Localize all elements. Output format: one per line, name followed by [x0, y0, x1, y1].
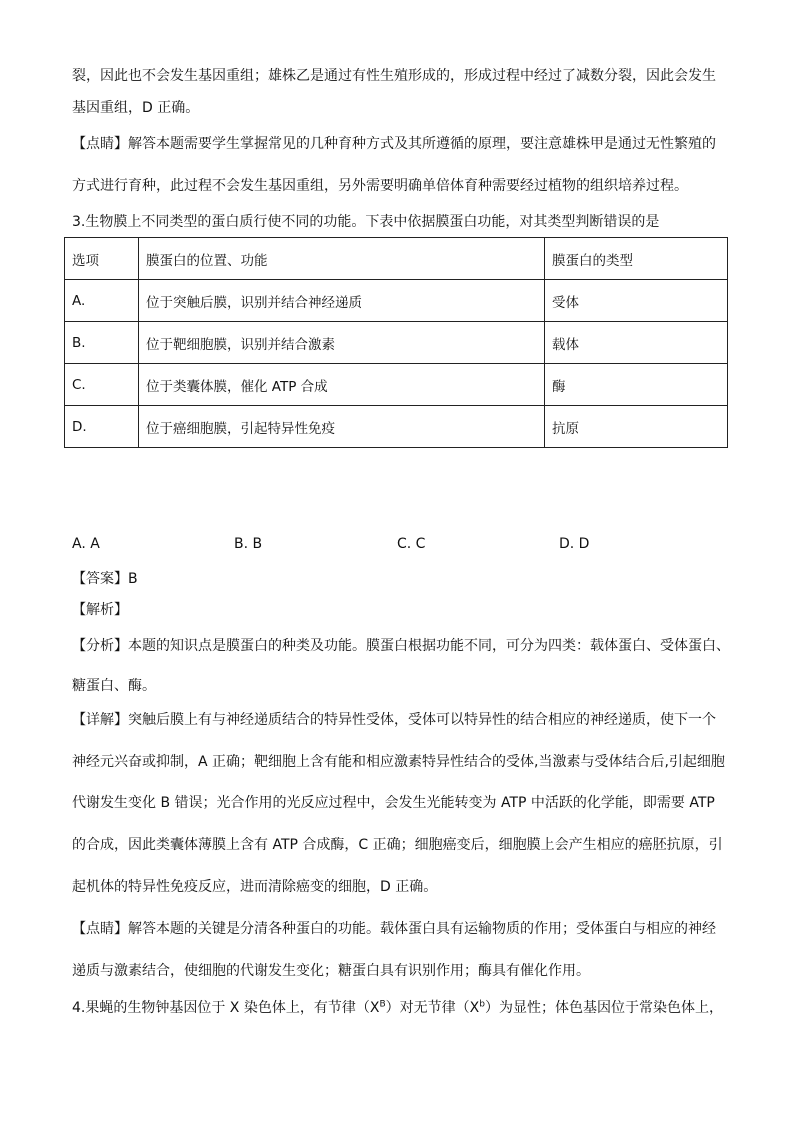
option-a: A. A [72, 536, 100, 552]
table-cell: 载体 [545, 322, 728, 364]
table-cell: 位于靶细胞膜，识别并结合激素 [139, 322, 545, 364]
question-3-stem: 3.生物膜上不同类型的蛋白质行使不同的功能。下表中依据膜蛋白功能，对其类型判断错误的是 [72, 214, 660, 230]
tip-line: 【点睛】解答本题的关键是分清各种蛋白的功能。载体蛋白具有运输物质的作用；受体蛋白与相应的神经 [72, 921, 716, 937]
answer-label: 【答案】B [72, 571, 138, 587]
detail-line: 起机体的特异性免疫反应，进而清除癌变的细胞，D 正确。 [72, 879, 438, 895]
header-cell: 膜蛋白的类型 [545, 238, 728, 280]
tip-line: 递质与激素结合，使细胞的代谢发生变化；糖蛋白具有识别作用；酶具有催化作用。 [72, 963, 590, 979]
option-c: C. C [397, 536, 426, 552]
option-b: B. B [234, 536, 263, 552]
detail-line: 的合成，因此类囊体薄膜上含有 ATP 合成酶，C 正确；细胞癌变后，细胞膜上会产生相应的癌胚抗原，引 [72, 837, 723, 853]
table-cell: 酶 [545, 364, 728, 406]
analysis-heading: 【解析】 [72, 602, 128, 618]
table-cell: A. [65, 280, 139, 322]
text-line: 基因重组，D 正确。 [72, 100, 200, 116]
detail-line: 代谢发生变化 B 错误；光合作用的光反应过程中，会发生光能转变为 ATP 中活跃的化学能，即需要 ATP [72, 795, 715, 811]
table-cell: 位于癌细胞膜，引起特异性免疫 [139, 406, 545, 448]
table-cell: 受体 [545, 280, 728, 322]
detail-line: 神经元兴奋或抑制，A 正确；靶细胞上含有能和相应激素特异性结合的受体,当激素与受体结合后,引起细胞 [72, 754, 725, 770]
analysis-line: 【分析】本题的知识点是膜蛋白的种类及功能。膜蛋白根据功能不同，可分为四类：载体蛋白、受体蛋白、 [72, 638, 730, 654]
table-cell: 抗原 [545, 406, 728, 448]
text-line: 【点睛】解答本题需要学生掌握常见的几种育种方式及其所遵循的原理，要注意雄株甲是通过无性繁殖的 [72, 136, 716, 152]
q4-text: 4.果蝇的生物钟基因位于 X 染色体上，有节律（X [72, 1000, 380, 1016]
detail-line: 【详解】突触后膜上有与神经递质结合的特异性受体，受体可以特异性的结合相应的神经递质，使下一个 [72, 712, 716, 728]
text-line: 方式进行育种，此过程不会发生基因重组，另外需要明确单倍体育种需要经过植物的组织培养过程。 [72, 178, 688, 194]
header-cell: 膜蛋白的位置、功能 [139, 238, 545, 280]
table-cell: 位于类囊体膜，催化 ATP 合成 [139, 364, 545, 406]
table-row [65, 322, 728, 364]
membrane-protein-table [64, 237, 728, 448]
q4-text: ）为显性；体色基因位于常染色体上， [484, 1000, 723, 1016]
table-header-row [65, 238, 728, 280]
table-row [65, 280, 728, 322]
q4-text: ）对无节律（X [385, 1000, 480, 1016]
table-cell: D. [65, 406, 139, 448]
option-d: D. D [559, 536, 590, 552]
table-cell: C. [65, 364, 139, 406]
table-cell: B. [65, 322, 139, 364]
table-row [65, 364, 728, 406]
header-cell: 选项 [65, 238, 139, 280]
question-4-stem [72, 998, 723, 1018]
q4-superscript: b [479, 999, 485, 1010]
analysis-line: 糖蛋白、酶。 [72, 678, 156, 694]
q4-superscript: B [379, 999, 386, 1010]
table-cell: 位于突触后膜，识别并结合神经递质 [139, 280, 545, 322]
table-row [65, 406, 728, 448]
text-line: 裂，因此也不会发生基因重组；雄株乙是通过有性生殖形成的，形成过程中经过了减数分裂，因此会发生 [72, 68, 716, 84]
